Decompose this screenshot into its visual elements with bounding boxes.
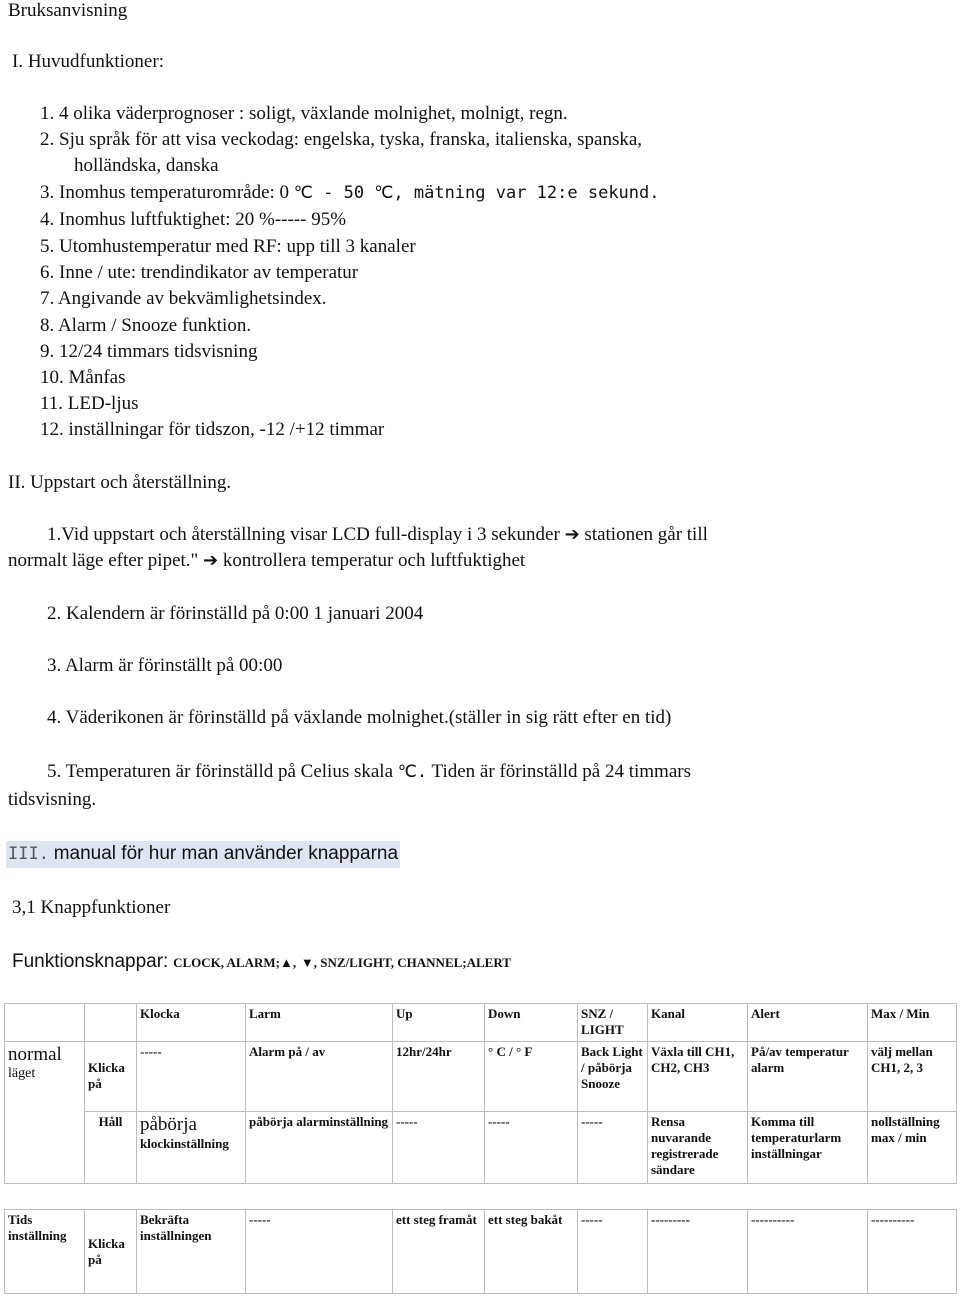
table-cell: -----	[578, 1210, 648, 1294]
table-cell: -----	[393, 1112, 485, 1184]
table-cell: välj mellan CH1, 2, 3	[868, 1042, 957, 1112]
table-cell: 12hr/24hr	[393, 1042, 485, 1112]
section-3-heading: III. manual för hur man använder knapparna	[6, 841, 400, 868]
action-label: Håll	[85, 1112, 137, 1184]
list-item: 4. Inomhus luftfuktighet: 20 %----- 95%	[40, 209, 347, 230]
table-cell: -----	[246, 1210, 393, 1294]
triangle-up-icon: ▲	[279, 955, 293, 970]
time-setting-table	[4, 1209, 957, 1294]
list-item: 12. inställningar för tidszon, -12 /+12 timmar	[40, 419, 385, 440]
column-header: Klocka	[137, 1004, 246, 1042]
list-item: 7. Angivande av bekvämlighetsindex.	[40, 288, 327, 309]
subsection-heading: 3,1 Knappfunktioner	[12, 897, 171, 918]
paragraph-startup: 1.Vid uppstart och återställning visar LCD full-display i 3 sekunder ➔ stationen går till	[47, 524, 708, 545]
list-item: holländska, danska	[74, 155, 219, 176]
table-cell: ----------	[748, 1210, 868, 1294]
paragraph-temperature: 5. Temperaturen är förinställd på Celius skala ℃. Tiden är förinställd på 24 timmars	[47, 761, 691, 782]
paragraph-calendar: 2. Kalendern är förinställd på 0:00 1 januari 2004	[47, 603, 424, 624]
column-header: Alert	[748, 1004, 868, 1042]
table-cell: Rensa nuvarande registrerade sändare	[648, 1112, 748, 1184]
column-header: Up	[393, 1004, 485, 1042]
table-header-row	[5, 1004, 957, 1042]
list-item: 11. LED-ljus	[40, 393, 139, 414]
list-item: 3. Inomhus temperaturområde: 0 ℃ - 50 ℃, mätning var 12:e sekund.	[40, 182, 660, 203]
column-header: Kanal	[648, 1004, 748, 1042]
table-cell: ett steg framåt	[393, 1210, 485, 1294]
table-cell: påbörja klockinställning	[137, 1112, 246, 1184]
paragraph-weather-icon: 4. Väderikonen är förinställd på växlande molnighet.(ställer in sig rätt efter en tid)	[47, 707, 672, 728]
list-item: 10. Månfas	[40, 367, 126, 388]
paragraph-alarm: 3. Alarm är förinställt på 00:00	[47, 655, 283, 676]
list-item: 8. Alarm / Snooze funktion.	[40, 315, 252, 336]
section-3-number: III.	[8, 844, 49, 864]
table-cell: ----------	[868, 1210, 957, 1294]
arrow-right-icon: ➔	[203, 550, 219, 571]
column-header: Down	[485, 1004, 578, 1042]
triangle-down-icon: ▼	[300, 955, 314, 970]
column-header: Max / Min	[868, 1004, 957, 1042]
row-label-normal: normal läget	[5, 1042, 85, 1184]
paragraph-temperature-cont: tidsvisning.	[8, 789, 97, 810]
table-cell: På/av temperatur alarm	[748, 1042, 868, 1112]
list-item: 2. Sju språk för att visa veckodag: engelska, tyska, franska, italienska, spanska,	[40, 129, 643, 150]
table-cell: ---------	[648, 1210, 748, 1294]
table-row	[5, 1042, 957, 1112]
table-cell: Komma till temperaturlarm inställningar	[748, 1112, 868, 1184]
action-label: Klicka på	[85, 1210, 137, 1294]
function-keys-line: Funktionsknappar: CLOCK, ALARM;▲, ▼, SNZ/LIGHT, CHANNEL;ALERT	[12, 951, 511, 972]
table-cell: Back Light / påbörja Snooze	[578, 1042, 648, 1112]
arrow-right-icon: ➔	[564, 524, 580, 545]
table-cell: ° C / ° F	[485, 1042, 578, 1112]
list-item: 5. Utomhustemperatur med RF: upp till 3 kanaler	[40, 236, 416, 257]
table-cell: nollställning max / min	[868, 1112, 957, 1184]
table-cell: Bekräfta inställningen	[137, 1210, 246, 1294]
row-label-time-setting: Tids inställning	[5, 1210, 85, 1294]
table-cell: Alarm på / av	[246, 1042, 393, 1112]
list-item: 6. Inne / ute: trendindikator av temperatur	[40, 262, 359, 283]
table-row	[5, 1210, 957, 1294]
table-cell: -----	[485, 1112, 578, 1184]
table-cell: -----	[137, 1042, 246, 1112]
table-cell: ett steg bakåt	[485, 1210, 578, 1294]
section-1-heading: I. Huvudfunktioner:	[12, 51, 164, 72]
action-label: Klicka på	[85, 1042, 137, 1112]
table-cell: påbörja alarminställning	[246, 1112, 393, 1184]
column-header: Larm	[246, 1004, 393, 1042]
list-item: 9. 12/24 timmars tidsvisning	[40, 341, 258, 362]
section-2-heading: II. Uppstart och återställning.	[8, 472, 232, 493]
list-item: 1. 4 olika väderprognoser : soligt, växlande molnighet, molnigt, regn.	[40, 103, 568, 124]
paragraph-startup-cont: normalt läge efter pipet." ➔ kontrollera temperatur och luftfuktighet	[8, 550, 526, 571]
table-row	[5, 1112, 957, 1184]
button-function-table	[4, 1003, 957, 1184]
table-cell: -----	[578, 1112, 648, 1184]
document-title: Bruksanvisning	[8, 0, 128, 21]
column-header: SNZ / LIGHT	[578, 1004, 648, 1042]
table-cell: Växla till CH1, CH2, CH3	[648, 1042, 748, 1112]
